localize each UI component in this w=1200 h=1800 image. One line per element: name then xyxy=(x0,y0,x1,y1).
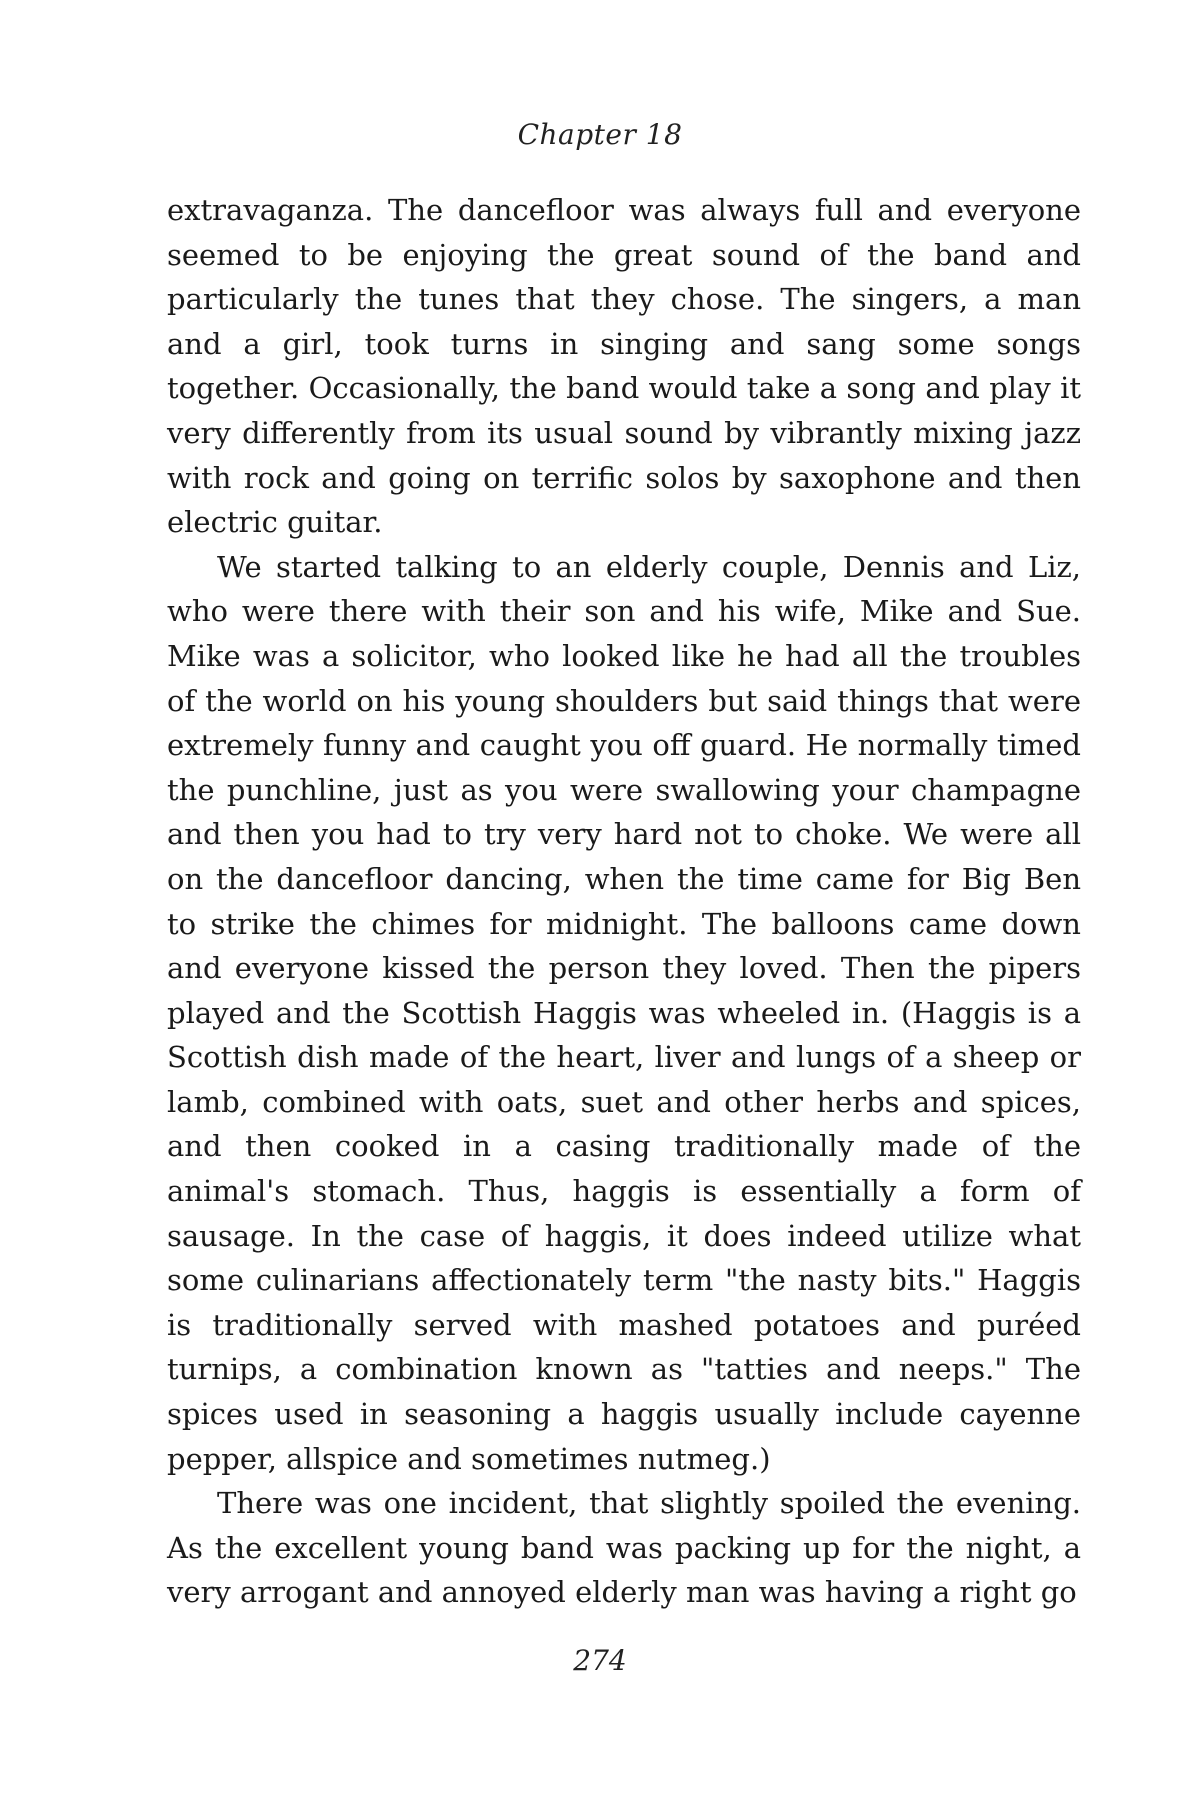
paragraph-continued: extravaganza. The dancefloor was always full and everyone seemed to be enjoying the great sound of the band and particularly the tunes that they chose. The singers, a man and a girl, took turns in singing and sang some songs together. Occasionally, the band would take a song and play it very differently from its usual sound by vibrantly mixing jazz with rock and going on terrific solos by saxophone and then electric guitar. xyxy=(167,193,1081,540)
body-text xyxy=(167,188,1081,1615)
running-head-chapter: Chapter 18 xyxy=(517,118,683,151)
paragraph: There was one incident, that slightly spoiled the evening. As the excellent young band was packing up for the night, a very arrogant and annoyed elderly man was having a right go xyxy=(167,1486,1081,1610)
page-number: 274 xyxy=(573,1644,627,1677)
paragraph: We started talking to an elderly couple, Dennis and Liz, who were there with their son and his wife, Mike and Sue. Mike was a solicitor, who looked like he had all the troubles of the world on his young shoulders but said things that were extremely funny and caught you off guard. He normally timed the punchline, just as you were swallowing your champagne and then you had to try very hard not to choke. We were all on the dancefloor dancing, when the time came for Big Ben to strike the chimes for midnight. The balloons came down and everyone kissed the person they loved. Then the pipers played and the Scottish Haggis was wheeled in. (Haggis is a Scottish dish made of the heart, liver and lungs of a sheep or lamb, combined with oats, suet and other herbs and spices, and then cooked in a casing traditionally made of the animal's stomach. Thus, haggis is essentially a form of sausage. In the case of haggis, it does indeed utilize what some culinarians affectionately term "the nasty bits." Haggis is traditionally served with mashed potatoes and puréed turnips, a combination known as "tatties and neeps." The spices used in seasoning a haggis usually include cayenne pepper, allspice and sometimes nutmeg.) xyxy=(167,549,1081,1476)
